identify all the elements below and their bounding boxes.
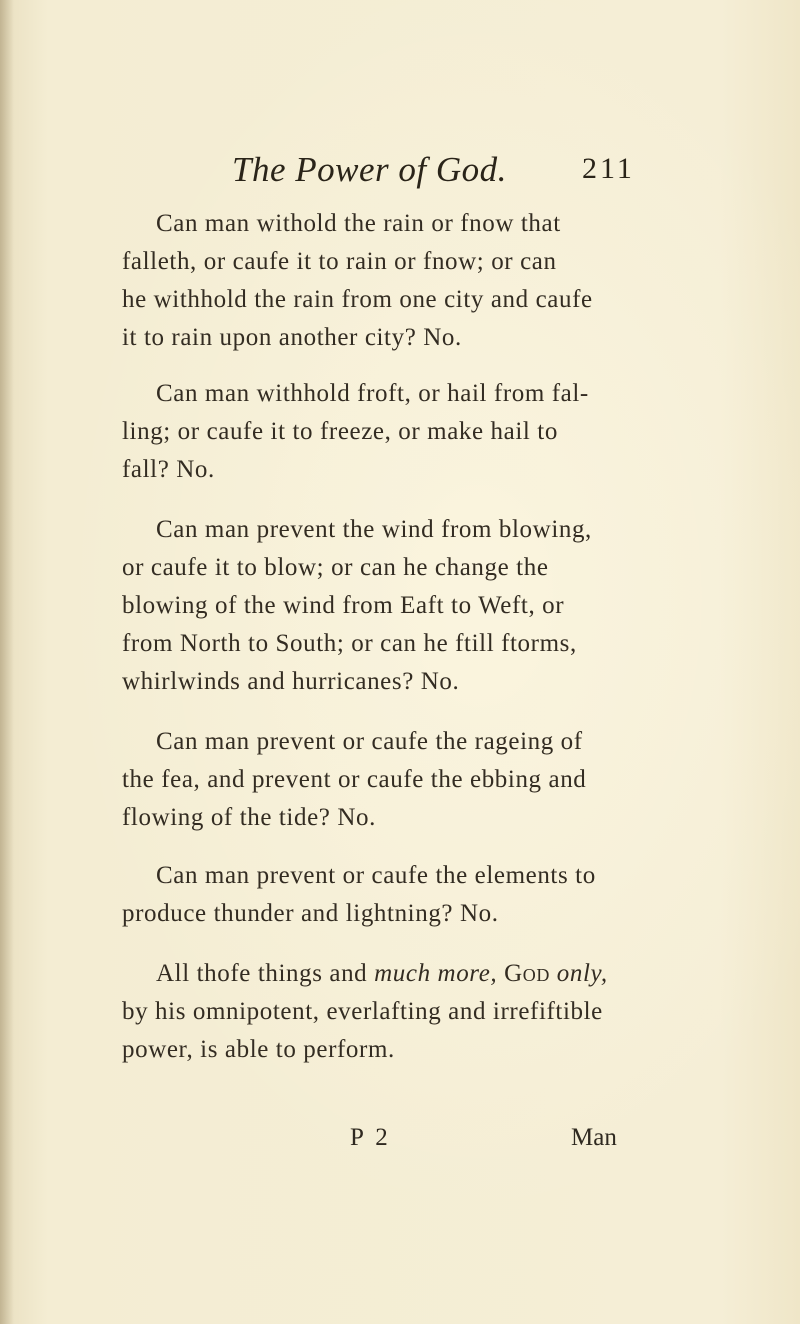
paragraph xyxy=(122,723,642,837)
emphasis-text: much more, xyxy=(374,960,498,987)
text-line: from North to South; or can he ftill ftorms, xyxy=(122,630,577,657)
catchword: Man xyxy=(571,1124,617,1151)
paragraph xyxy=(122,955,642,1069)
signature-mark: P 2 xyxy=(350,1124,391,1151)
paragraph xyxy=(122,511,642,701)
text-run: All thofe things and xyxy=(156,960,375,987)
text-line: fall? No. xyxy=(122,456,215,483)
text-line: power, is able to perform. xyxy=(122,1036,395,1063)
text-line: Can man withold the rain or fnow that xyxy=(156,210,561,237)
running-title: The Power of God. xyxy=(232,150,507,189)
paragraph xyxy=(122,857,642,933)
text-line: produce thunder and lightning? No. xyxy=(122,900,499,927)
text-line: he withhold the rain from one city and caufe xyxy=(122,286,593,313)
text-line: Can man prevent the wind from blowing, xyxy=(156,516,592,543)
emphasis-text: only, xyxy=(549,960,608,987)
body-text xyxy=(122,205,642,1093)
small-caps-text: God xyxy=(497,960,550,987)
text-line: falleth, or caufe it to rain or fnow; or can xyxy=(122,248,557,275)
text-line: ling; or caufe it to freeze, or make hail to xyxy=(122,418,558,445)
text-line xyxy=(122,955,642,993)
text-line: the fea, and prevent or caufe the ebbing and xyxy=(122,766,587,793)
text-line: by his omnipotent, everlafting and irrefiftible xyxy=(122,998,603,1025)
paragraph xyxy=(122,375,642,489)
text-line: Can man prevent or caufe the elements to xyxy=(156,862,596,889)
text-line: or caufe it to blow; or can he change the xyxy=(122,554,549,581)
text-line: flowing of the tide? No. xyxy=(122,804,376,831)
text-line: it to rain upon another city? No. xyxy=(122,324,462,351)
text-line: whirlwinds and hurricanes? No. xyxy=(122,668,460,695)
running-head xyxy=(0,150,800,200)
text-line: Can man withhold froft, or hail from fal- xyxy=(156,380,589,407)
text-line: Can man prevent or caufe the rageing of xyxy=(156,728,583,755)
page-number: 211 xyxy=(582,152,635,185)
page-footer xyxy=(0,1124,800,1164)
text-line: blowing of the wind from Eaft to Weft, or xyxy=(122,592,565,619)
paragraph xyxy=(122,205,642,357)
